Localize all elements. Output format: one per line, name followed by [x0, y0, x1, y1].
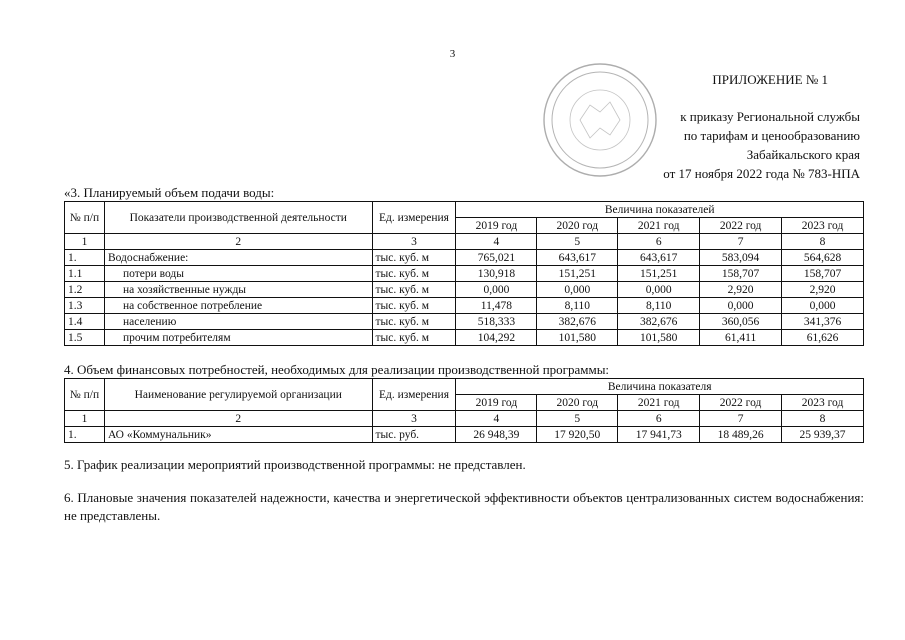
- table-row: 1.4 населению тыс. куб. м 518,333 382,676 382,676 360,056 341,376: [65, 314, 864, 330]
- section3-title: «3. Планируемый объем подачи воды:: [64, 185, 275, 200]
- table-row: 1.5 прочим потребителям тыс. куб. м 104,292 101,580 101,580 61,411 61,626: [65, 330, 864, 346]
- header-year: 2021 год: [618, 218, 700, 234]
- table-row: 1. АО «Коммунальник» тыс. руб. 26 948,39 17 920,50 17 941,73 18 489,26 25 939,37: [65, 427, 864, 443]
- header-year: 2019 год: [456, 395, 537, 411]
- appendix-line: по тарифам и ценообразованию: [683, 128, 860, 143]
- header-group: Величина показателя: [456, 379, 864, 395]
- header-year: 2022 год: [700, 218, 782, 234]
- header-year: 2023 год: [782, 395, 864, 411]
- table-row: 1.1 потери воды тыс. куб. м 130,918 151,251 151,251 158,707 158,707: [65, 266, 864, 282]
- header-num: № п/п: [65, 379, 105, 411]
- financial-needs-table: [64, 378, 864, 443]
- table-row: 1.3 на собственное потребление тыс. куб. м 11,478 8,110 8,110 0,000 0,000: [65, 298, 864, 314]
- header-unit: Ед. измерения: [372, 202, 456, 234]
- index-row: 1 2 3 4 5 6 7 8: [65, 234, 864, 250]
- header-year: 2023 год: [782, 218, 864, 234]
- table-row: 1. Водоснабжение: тыс. куб. м 765,021 643,617 643,617 583,094 564,628: [65, 250, 864, 266]
- appendix-line: Забайкальского края: [746, 147, 860, 162]
- table-row: 1.2 на хозяйственные нужды тыс. куб. м 0,000 0,000 0,000 2,920 2,920: [65, 282, 864, 298]
- header-year: 2019 год: [456, 218, 537, 234]
- header-year: 2020 год: [537, 218, 618, 234]
- header-year: 2022 год: [700, 395, 782, 411]
- header-name: Наименование регулируемой организации: [104, 379, 372, 411]
- appendix-header: [600, 70, 860, 183]
- page-number: 3: [449, 48, 456, 60]
- appendix-line: к приказу Региональной службы: [680, 109, 860, 124]
- header-group: Величина показателей: [456, 202, 864, 218]
- index-row: 1 2 3 4 5 6 7 8: [65, 411, 864, 427]
- header-num: № п/п: [65, 202, 105, 234]
- appendix-title: ПРИЛОЖЕНИЕ № 1: [712, 72, 828, 87]
- header-name: Показатели производственной деятельности: [104, 202, 372, 234]
- paragraph-6: 6. Плановые значения показателей надежности, качества и энергетической эффективности объектов централизованных систем водоснабжения: не представлены.: [64, 490, 864, 523]
- appendix-line: от 17 ноября 2022 года № 783-НПА: [663, 166, 860, 181]
- header-year: 2020 год: [537, 395, 618, 411]
- paragraph-5: 5. График реализации мероприятий производственной программы: не представлен.: [64, 457, 526, 472]
- section4-title: 4. Объем финансовых потребностей, необходимых для реализации производственной программы:: [64, 362, 610, 377]
- header-year: 2021 год: [618, 395, 700, 411]
- header-unit: Ед. измерения: [372, 379, 456, 411]
- water-supply-table: [64, 201, 864, 346]
